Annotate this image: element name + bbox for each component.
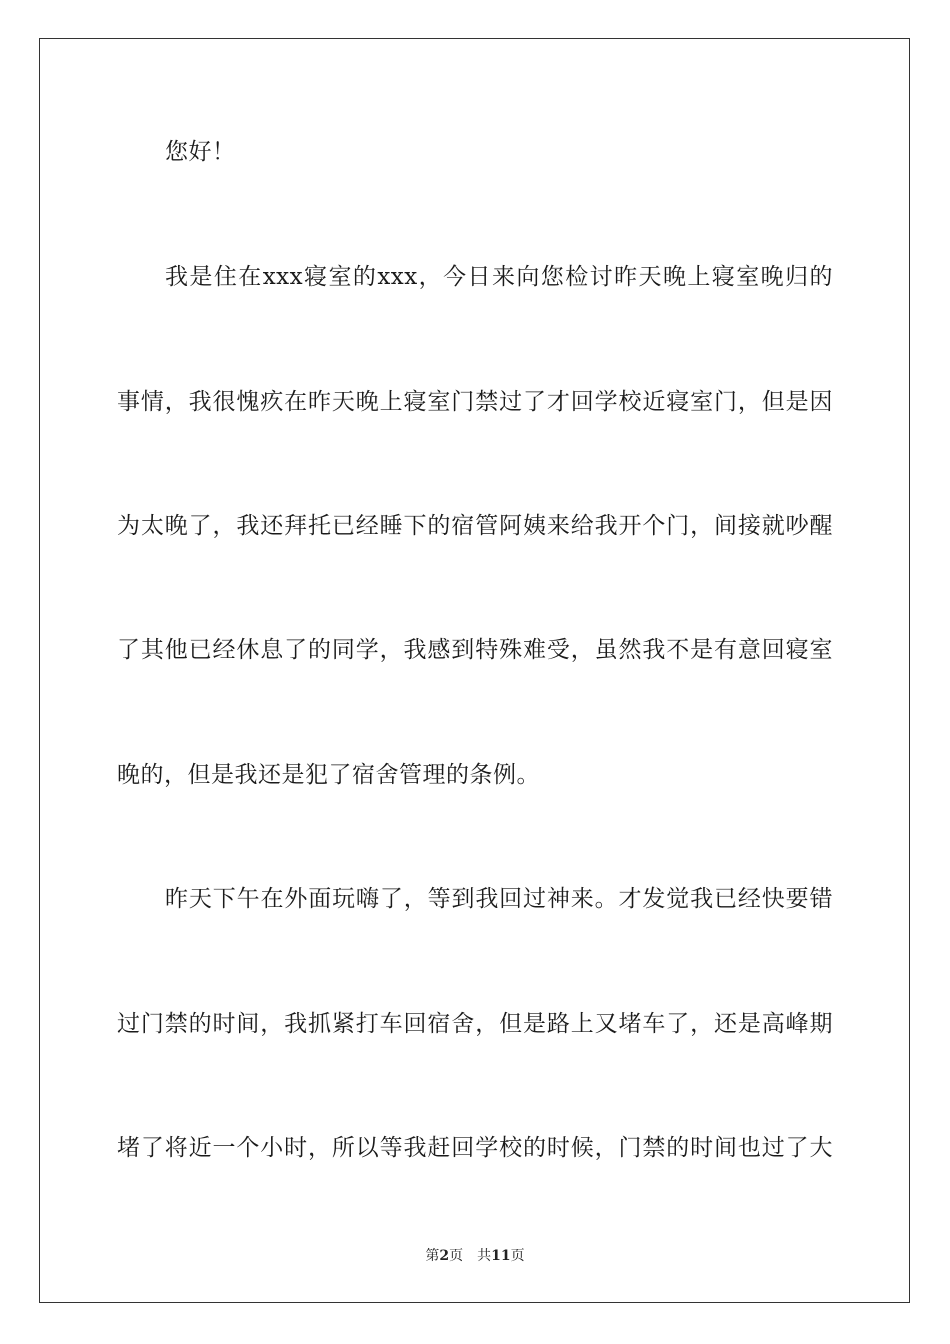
paragraph-1-line-1: 我是住在xxx寝室的xxx，今日来向您检讨昨天晚上寝室晚归的 xyxy=(165,264,833,290)
paragraph-1-line-2: 事情，我很愧疚在昨天晚上寝室门禁过了才回学校近寝室门，但是因 xyxy=(117,389,833,415)
page-prefix: 第 xyxy=(425,1248,440,1264)
page-suffix: 页 xyxy=(449,1248,464,1264)
paragraph-1-line-4: 了其他已经休息了的同学，我感到特殊难受，虽然我不是有意回寝室 xyxy=(117,637,833,663)
page-number: 2 xyxy=(439,1248,450,1264)
paragraph-2-line-2: 过门禁的时间，我抓紧打车回宿舍，但是路上又堵车了，还是高峰期 xyxy=(117,1011,833,1037)
page-border xyxy=(39,38,910,1303)
total-prefix: 共 xyxy=(477,1248,492,1264)
paragraph-2-line-3: 堵了将近一个小时，所以等我赶回学校的时候，门禁的时间也过了大 xyxy=(117,1135,833,1161)
page-footer xyxy=(0,1246,950,1266)
paragraph-1-line-3: 为太晚了，我还拜托已经睡下的宿管阿姨来给我开个门，间接就吵醒 xyxy=(117,513,833,539)
total-suffix: 页 xyxy=(510,1248,525,1264)
paragraph-2-line-1: 昨天下午在外面玩嗨了，等到我回过神来。才发觉我已经快要错 xyxy=(165,886,833,912)
total-pages: 11 xyxy=(491,1248,511,1264)
paragraph-1-line-5: 晚的，但是我还是犯了宿舍管理的条例。 xyxy=(117,762,540,788)
greeting-line: 您好！ xyxy=(165,139,236,165)
